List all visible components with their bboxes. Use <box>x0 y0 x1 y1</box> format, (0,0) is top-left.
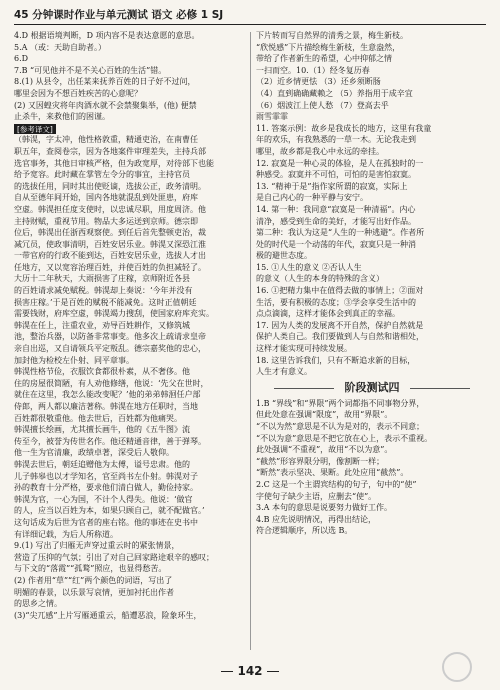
text-line: 一扫而空。10.（1）经冬复历春 <box>256 65 370 75</box>
text-line: 此处强调“不重视”，故用“不以为意”。 <box>256 445 393 455</box>
text-line: 8.(1) 从县令，出任某来抚养百姓的日子好不过问， <box>14 77 196 87</box>
text-line: 的意义（人生的本身的特殊的含义） <box>256 274 384 284</box>
text-line: 损害庄稼。’于是百姓的赋税不能减免。这时正值朝廷 <box>14 297 197 307</box>
header-title: 45 分钟课时作业与单元测试 语文 必修 1 SJ <box>14 9 224 21</box>
text-line: 韩滉性格节俭，衣服饮食都很朴素，从不奢侈。他 <box>14 367 190 377</box>
text-line: 4.B 应先说明情况，再得出结论， <box>256 514 377 524</box>
text-line: 池，整治兵器，以防备非常事变。他多次上疏请求皇帝 <box>14 332 206 342</box>
reference-translation-label: [参考译文] <box>14 124 56 135</box>
text-line: 14. 第一种：我同意“寂寞是一种清福”。内心 <box>256 204 416 214</box>
text-line: 大历十二年秋天，大雨损害了庄稼，京师附近各县 <box>14 274 190 284</box>
dash-left <box>221 671 233 672</box>
text-line: 11. 答案示例：故乡是我成长的地方，这里有我童 <box>256 123 432 133</box>
text-line: 9.(1) 写出了归雁无声穿过重云时的紧张情景， <box>14 541 180 551</box>
text-line: 给予宽容。此时藏在掌管左令分的事宜，主持官员 <box>14 170 190 180</box>
text-line: (2) 作者用“草”“红”两个颜色的词语，写出了 <box>14 575 173 585</box>
text-line: 这句话成为后世为官者的座右铭。他的事迹在史书中 <box>14 517 198 527</box>
text-line: 选官事务，其他日审核严格，但为政宽厚，对待部下也能 <box>14 158 214 168</box>
text-line: 字使句子缺少主语，应删去“使”。 <box>256 491 377 501</box>
text-line: 韩滉去世后，朝廷追赠他为太傅，谥号忠肃。他的 <box>14 459 190 469</box>
left-column <box>14 30 246 652</box>
text-line: 种感受。寂寞并不可怕，可怕的是害怕寂寞。 <box>256 170 416 180</box>
text-line: 加封他为检校左仆射、同平章事。 <box>14 355 134 365</box>
text-line: 亲自出巡，又自请领兵平定叛乱。德宗嘉奖他的忠心， <box>14 344 206 354</box>
text-line: 传至今，被誉为传世名作。他还精通音律，善于弹琴。 <box>14 436 206 446</box>
text-line: 的人，应当以百姓为本，如果只顾自己，就不配做官。’ <box>14 506 205 516</box>
text-line: 18. 这里告诉我们，只有不断追求新的目标， <box>256 355 416 365</box>
text-line: 1.B “界线”和“界限”两个词都指不同事物分界， <box>256 398 425 408</box>
text-line: (3)“尖兀感”上片写雁通重云，船遭恶浪，险象环生， <box>14 610 202 620</box>
text-line: 下片转而写自然界的清秀之景，梅生新枝。 <box>256 31 408 40</box>
dash-right <box>267 671 279 672</box>
text-line: “截然”形容界限分明，像割断一样； <box>256 456 385 466</box>
text-line: 主持财赋，重视节用。物品大多运送到京师。德宗即 <box>14 216 198 226</box>
text-line: （4）直到确确藏赖之 （5）养指用于成辛宜 <box>256 88 413 98</box>
text-line: 这样才能实现可持续发展。 <box>256 344 352 354</box>
text-line: 带给了作者新生的希望，心中抑郁之情 <box>256 54 392 64</box>
text-line: 保护人类自己。我们要做到人与自然和谐相处， <box>256 332 424 342</box>
text-line: 住的房屋很简陋，有人劝他修缮，他说：‘先父在世时， <box>14 378 209 388</box>
right-column <box>256 30 488 652</box>
text-line: 13. “精神于是”指作家所谓的寂寞，实际上 <box>256 181 408 191</box>
text-line: 自从至德年间开始，国内各地就混乱到处匪患，府库 <box>14 193 198 203</box>
text-line: 孙的教育十分严格，要求他们清白做人，勤俭持家。 <box>14 483 198 493</box>
section-title: 阶段测试四 <box>256 381 488 395</box>
text-line: “不以为然”意思是不认为是对的，表示不同意； <box>256 422 425 431</box>
page-header <box>14 8 486 25</box>
text-line: 清净，感受到生命的美好，才能写出好作品。 <box>256 216 416 226</box>
text-line: 韩滉为官，一心为国，不计个人得失。他说：‘做官 <box>14 494 193 504</box>
text-line: 15. ①人生的意义 ②否认人生 <box>256 262 362 272</box>
text-line: 与下文的“落霞”“孤鹜”照应，也显得愁苦。 <box>14 564 167 574</box>
text-line: 止杀牛，来救他们的困谨。 <box>14 112 110 122</box>
text-line: 年的欢乐，有我熟悉的一草一木。无论我走到 <box>256 135 416 145</box>
text-line: 是自己内心的一种平静与安宁。 <box>256 193 368 203</box>
page-number-text: 142 <box>237 664 263 678</box>
text-line: （2）近乡情更怯 （3）还乡须断肠 <box>256 77 381 87</box>
text-line: 明媚的春景，以乐景写哀情，更加衬托出作者 <box>14 587 174 597</box>
text-line: 韩滉在任上，注重农业，劝导百姓耕作，又修筑城 <box>14 320 190 330</box>
watermark-logo <box>422 652 492 686</box>
text-line: 侍郎，两人都以廉洁著称。韩滉在地方任职时，当地 <box>14 402 198 411</box>
text-line: 17. 因为人类的发展离不开自然，保护自然就是 <box>256 320 424 330</box>
text-line: 4.D 根据语境判断，D 项内容不是表达意愿的意思。 <box>14 31 200 40</box>
text-line: 3.A 本句的意思是说要努力做好工作。 <box>256 503 392 513</box>
text-line: 人生才有意义。 <box>256 367 312 377</box>
text-line: 职五年，查阅卷宗，因为各地案件审理差失，主持兵部 <box>14 146 206 156</box>
text-line: 百姓都很敬重他。他去世后，百姓都为他痛哭。 <box>14 413 182 423</box>
text-line: 营造了压抑的气氛；引出了对自己回家路途艰辛的感叹； <box>14 552 214 562</box>
text-line: 位后，韩滉出任浙西观察使。到任后首先整顿吏治，裁 <box>14 228 206 238</box>
text-line: 但此处意在强调“限度”，故用“界限”。 <box>256 410 393 420</box>
text-line: 空虚。韩滉担任度支使时，以忠诚尽职，用度周济。他 <box>14 204 206 214</box>
text-line: 6.D <box>14 54 29 64</box>
text-line: 哪里，故乡都是我心中永远的牵挂。 <box>256 146 384 156</box>
text-line <box>14 123 246 135</box>
text-line: 极的避世态度。 <box>256 251 312 261</box>
text-line: (2) 又因蝗灾将年肉酒水就不会禁聚集举，(他) 便禁 <box>14 100 197 110</box>
text-line: “不以为意”意思是不把它放在心上，表示不重视。 <box>256 433 433 443</box>
text-line: 12. 寂寞是一种心灵的体验，是人在孤独时的一 <box>256 158 424 168</box>
text-line: 的选拔任用，同时其出使贬谪，选拔公正，政务清明。 <box>14 181 206 191</box>
text-line: 一带官府的行政不能到达，百姓安居乐业，选拔人才出 <box>14 251 206 261</box>
text-line: 符合逻辑顺序，所以选 B。 <box>256 526 353 536</box>
text-line: 的思乡之情。 <box>14 599 62 609</box>
text-line: 雨雪霏霏 <box>256 112 288 122</box>
column-divider <box>250 32 251 650</box>
text-line: 有详细记载，为后人所称道。 <box>14 529 118 539</box>
text-line: （6）烟波江上使人愁 （7）登高去乎 <box>256 100 389 110</box>
text-line: 16. ①把精力集中在值得去做的事情上；②面对 <box>256 286 424 296</box>
text-line: 韩滉擅长绘画，尤其擅长画牛，他的《五牛图》流 <box>14 425 190 435</box>
text-line: “欣悦感”下片描绘梅生新枝，生意盎然， <box>256 42 401 52</box>
text-line: 就住在这里，我怎么能改变呢？’他的弟弟韩洄任户部 <box>14 390 201 400</box>
text-line: 5.A （或：天助自助者。） <box>14 42 106 52</box>
text-line: 减冗员，使政事清明，百姓安居乐业。韩滉又深恐江淮 <box>14 239 206 249</box>
text-line: 处的时代是一个动荡的年代，寂寞只是一种消 <box>256 239 416 249</box>
text-line: 他一生为官清廉，政绩卓著，深受后人敬仰。 <box>14 448 174 458</box>
text-line: 儿子韩皋也以才学知名，官至尚书左仆射。韩滉对子 <box>14 471 198 481</box>
text-line: 哪里会因为不想百姓疾苦的心意呢？ <box>14 88 142 98</box>
text-line: （韩滉，字太冲，他性格敦重，精通吏治，在南曹任 <box>14 135 198 145</box>
text-line: 生活，要有积极的态度；③学会享受生活中的 <box>256 297 416 307</box>
text-line: “断然”表示坚决、果断。此处应用“截然”。 <box>256 468 409 478</box>
text-line: 2.C 这是一个主谓宾结构的句子，句中的“使” <box>256 479 417 489</box>
text-line: 的百姓请求减免赋税。韩滉却上奏说：‘今年并没有 <box>14 286 193 296</box>
text-line: 点点滴滴，这样才能体会到真正的幸福。 <box>256 309 400 319</box>
text-line: 需要钱财，府库空虚，韩滉竭力搜刮，使国家府库充实。 <box>14 309 214 319</box>
text-line: 任地方，又以宽容治理百姓，并使百姓的负担减轻了。 <box>14 262 206 272</box>
text-line: 第二种：我认为这是“人生的一种逃避”。作者所 <box>256 228 425 238</box>
watermark-icon <box>442 652 472 682</box>
text-line: 7.B “可见他并不是不关心百姓的生活”错。 <box>14 65 167 75</box>
